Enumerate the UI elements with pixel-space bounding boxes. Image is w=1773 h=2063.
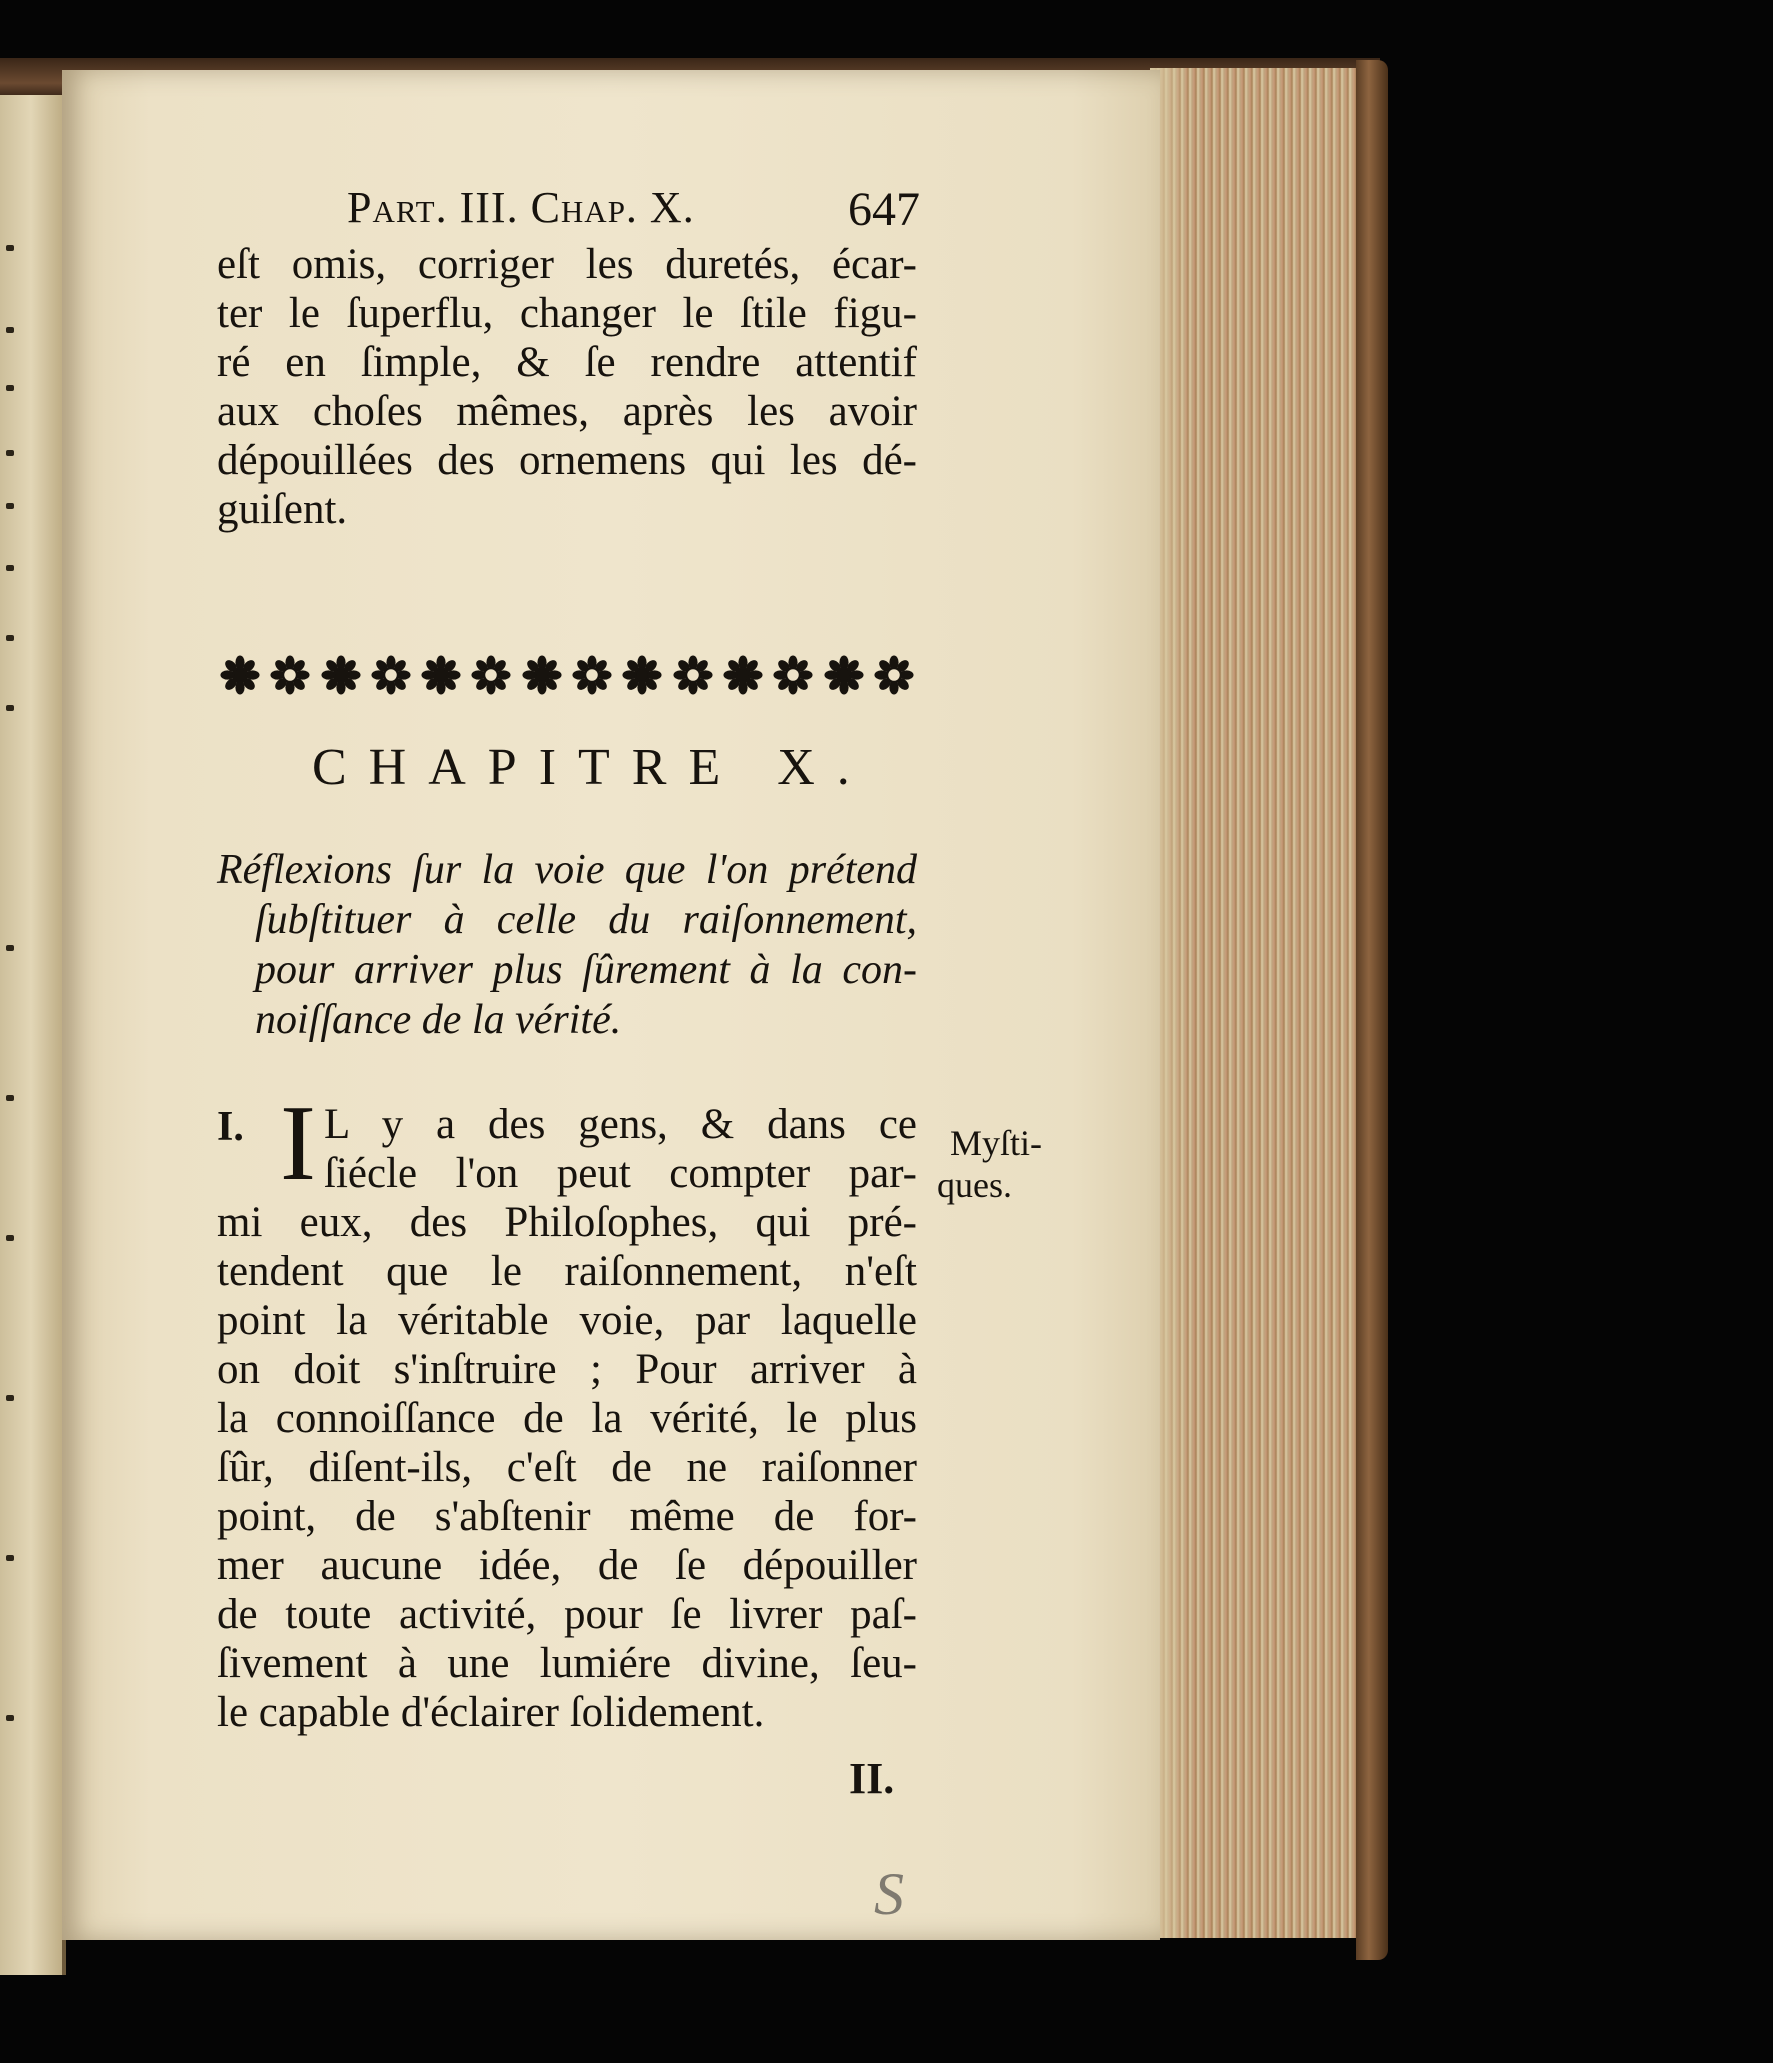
prev-page-ink bbox=[6, 635, 14, 641]
prev-page-ink bbox=[6, 385, 14, 391]
text-line: mi eux, des Philoſophes, qui pré- bbox=[217, 1199, 917, 1246]
ornament-rosette-icon bbox=[871, 652, 917, 698]
page-number: 647 bbox=[848, 183, 920, 236]
ornament-rosette-icon bbox=[670, 652, 716, 698]
ornament-rosette-icon bbox=[267, 652, 313, 698]
prev-page-ink bbox=[6, 1715, 14, 1721]
text-line: eſt omis, corriger les duretés, écar- bbox=[217, 241, 917, 288]
text-line: ré en ſimple, & ſe rendre attentif bbox=[217, 339, 917, 386]
ornament-rosette-icon bbox=[821, 652, 867, 698]
chapter-title: CHAPITRE X. bbox=[312, 739, 872, 796]
text-line: la connoiſſance de la vérité, le plus bbox=[217, 1395, 917, 1442]
paragraph-number: I. bbox=[217, 1104, 244, 1150]
marginal-note: ques. bbox=[937, 1165, 1012, 1205]
decorative-ornament-band bbox=[217, 648, 917, 702]
text-line: point, de s'abſtenir même de for- bbox=[217, 1493, 917, 1540]
text-line: ſivement à une lumiére divine, ſeu- bbox=[217, 1640, 917, 1687]
back-cover-edge bbox=[1356, 60, 1388, 1960]
text-line: ſiécle l'on peut compter par- bbox=[324, 1150, 917, 1197]
book-page bbox=[62, 70, 1160, 1940]
ornament-rosette-icon bbox=[468, 652, 514, 698]
chapter-summary-line: Réflexions ſur la voie que l'on prétend bbox=[217, 847, 917, 893]
chapter-summary-line: ſubſtituer à celle du raiſonnement, bbox=[255, 897, 917, 943]
ornament-rosette-icon bbox=[368, 652, 414, 698]
marginal-note: Myſti- bbox=[950, 1123, 1043, 1163]
prev-page-ink bbox=[6, 450, 14, 456]
text-line: mer aucune idée, de ſe dépouiller bbox=[217, 1542, 917, 1589]
ornament-rosette-icon bbox=[720, 652, 766, 698]
text-line: guiſent. bbox=[217, 486, 348, 533]
text-line: le capable d'éclairer ſolidement. bbox=[217, 1689, 765, 1736]
prev-page-ink bbox=[6, 1235, 14, 1241]
ornament-rosette-icon bbox=[569, 652, 615, 698]
ornament-rosette-icon bbox=[619, 652, 665, 698]
prev-page-ink bbox=[6, 1555, 14, 1561]
prev-page-ink bbox=[6, 1095, 14, 1101]
ornament-rosette-icon bbox=[519, 652, 565, 698]
prev-page-ink bbox=[6, 1395, 14, 1401]
text-line: L y a des gens, & dans ce bbox=[324, 1101, 917, 1148]
text-line: point la véritable voie, par laquelle bbox=[217, 1297, 917, 1344]
prev-page-ink bbox=[6, 503, 14, 509]
chapter-summary-line: noiſſance de la vérité. bbox=[255, 997, 622, 1043]
drop-capital: I bbox=[280, 1084, 316, 1203]
prev-page-ink bbox=[6, 245, 14, 251]
text-line: on doit s'inſtruire ; Pour arriver à bbox=[217, 1346, 917, 1393]
ornament-rosette-icon bbox=[217, 652, 263, 698]
prev-page-ink bbox=[6, 945, 14, 951]
prev-page-ink bbox=[6, 705, 14, 711]
prev-page-ink bbox=[6, 327, 14, 333]
pencil-mark: S bbox=[874, 1861, 904, 1927]
ornament-rosette-icon bbox=[318, 652, 364, 698]
prev-page-ink bbox=[6, 565, 14, 571]
text-line: tendent que le raiſonnement, n'eſt bbox=[217, 1248, 917, 1295]
text-line: aux choſes mêmes, après les avoir bbox=[217, 388, 917, 435]
chapter-summary-line: pour arriver plus ſûrement à la con- bbox=[255, 947, 917, 993]
catchword: II. bbox=[849, 1754, 895, 1803]
ornament-rosette-icon bbox=[770, 652, 816, 698]
text-line: de toute activité, pour ſe livrer paſ- bbox=[217, 1591, 917, 1638]
text-line: ſûr, diſent-ils, c'eſt de ne raiſonner bbox=[217, 1444, 917, 1491]
ornament-rosette-icon bbox=[418, 652, 464, 698]
running-head: Part. III. Chap. X. bbox=[347, 183, 695, 232]
previous-page-edge bbox=[0, 95, 66, 1975]
text-line: dépouillées des ornemens qui les dé- bbox=[217, 437, 917, 484]
text-line: ter le ſuperflu, changer le ſtile figu- bbox=[217, 290, 917, 337]
